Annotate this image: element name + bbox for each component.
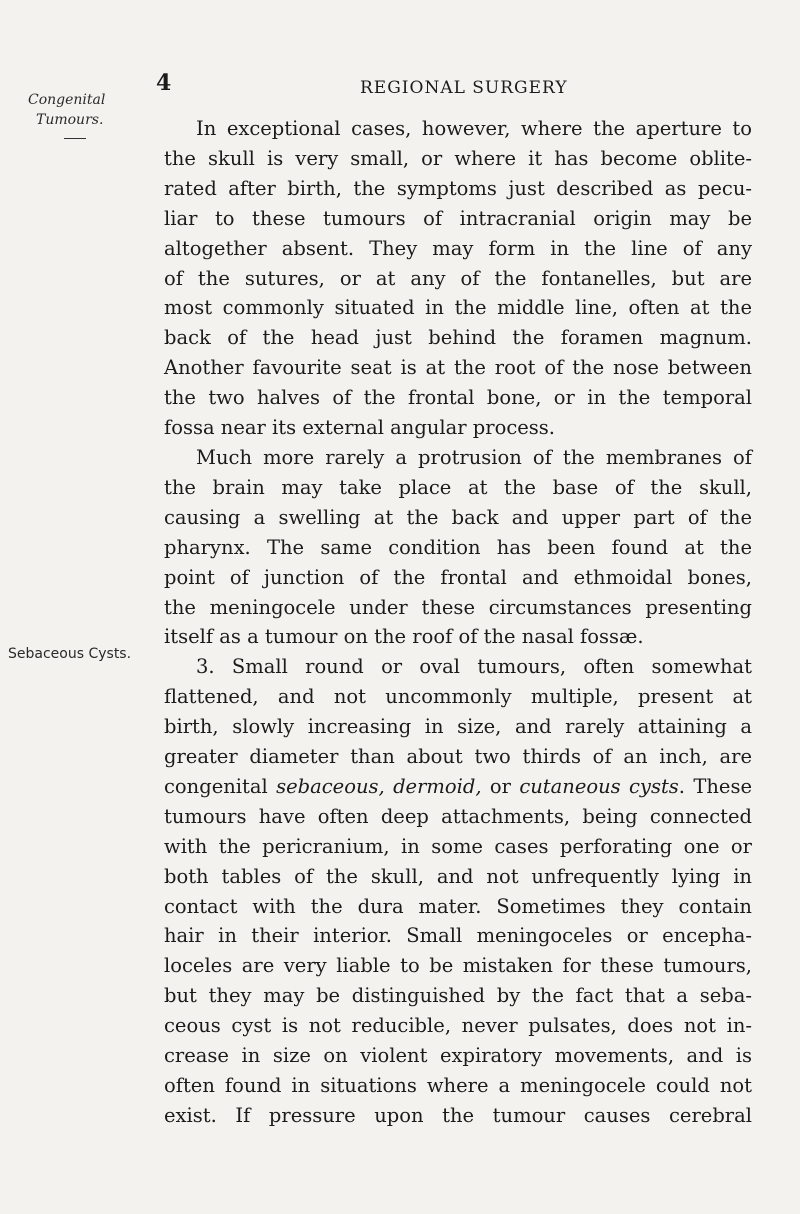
- text-line: but they may be distinguished by the fact that a seba-: [164, 984, 752, 1008]
- text-line: with the pericranium, in some cases perforating one or: [164, 834, 752, 858]
- running-head: REGIONAL SURGERY: [360, 78, 568, 98]
- text-line: tumours have often deep attachments, being connected: [164, 804, 752, 828]
- text-line: greater diameter than about two thirds of an inch, are: [164, 745, 752, 769]
- text-line: In exceptional cases, however, where the aperture to: [196, 117, 752, 140]
- page-number: 4: [156, 70, 172, 96]
- text-line: the brain may take place at the base of the skull,: [164, 475, 752, 499]
- text-line: liar to these tumours of intracranial origin may be: [164, 206, 752, 230]
- text-line: ceous cyst is not reducible, never pulsates, does not in-: [164, 1014, 752, 1038]
- margin-dash: [64, 138, 86, 139]
- text-line: birth, slowly increasing in size, and rarely attaining a: [164, 715, 752, 739]
- body-text: [164, 114, 752, 1131]
- text-line: Much more rarely a protrusion of the membranes of: [196, 445, 752, 469]
- text-line: 3. Small round or oval tumours, often somewhat: [196, 655, 752, 679]
- text-line: congenital sebaceous, dermoid, or cutaneous cysts. These: [164, 774, 752, 798]
- text-line: the skull is very small, or where it has become oblite-: [164, 146, 752, 170]
- text-line: itself as a tumour on the roof of the nasal fossæ.: [164, 625, 644, 649]
- text-line: point of junction of the frontal and ethmoidal bones,: [164, 565, 752, 589]
- text-line: most commonly situated in the middle line, often at the: [164, 296, 752, 320]
- text-line: crease in size on violent expiratory movements, and is: [164, 1044, 752, 1068]
- text-line: back of the head just behind the foramen magnum.: [164, 326, 752, 350]
- margin-note-line2: Tumours.: [36, 112, 104, 128]
- text-line: loceles are very liable to be mistaken for these tumours,: [164, 954, 752, 978]
- text-line: the meningocele under these circumstances presenting: [164, 595, 752, 619]
- text-line: of the sutures, or at any of the fontanelles, but are: [164, 266, 752, 290]
- margin-note-line1: Congenital: [28, 92, 106, 108]
- text-line: exist. If pressure upon the tumour causes cerebral: [164, 1103, 752, 1127]
- text-line: Another favourite seat is at the root of the nose between: [164, 356, 752, 380]
- text-line: often found in situations where a meningocele could not: [164, 1074, 752, 1097]
- text-line: altogether absent. They may form in the line of any: [164, 236, 752, 260]
- text-line: both tables of the skull, and not unfrequently lying in: [164, 864, 752, 888]
- text-line: rated after birth, the symptoms just described as pecu-: [164, 176, 752, 200]
- text-line: flattened, and not uncommonly multiple, present at: [164, 685, 752, 709]
- text-line: pharynx. The same condition has been found at the: [164, 535, 752, 559]
- text-line: hair in their interior. Small meningoceles or encepha-: [164, 924, 752, 948]
- text-line: causing a swelling at the back and upper part of the: [164, 505, 752, 529]
- text-line: fossa near its external angular process.: [164, 416, 555, 440]
- side-label-sebaceous-cysts: Sebaceous Cysts.: [8, 646, 132, 662]
- text-line: contact with the dura mater. Sometimes they contain: [164, 894, 752, 918]
- text-line: the two halves of the frontal bone, or in the temporal: [164, 386, 752, 410]
